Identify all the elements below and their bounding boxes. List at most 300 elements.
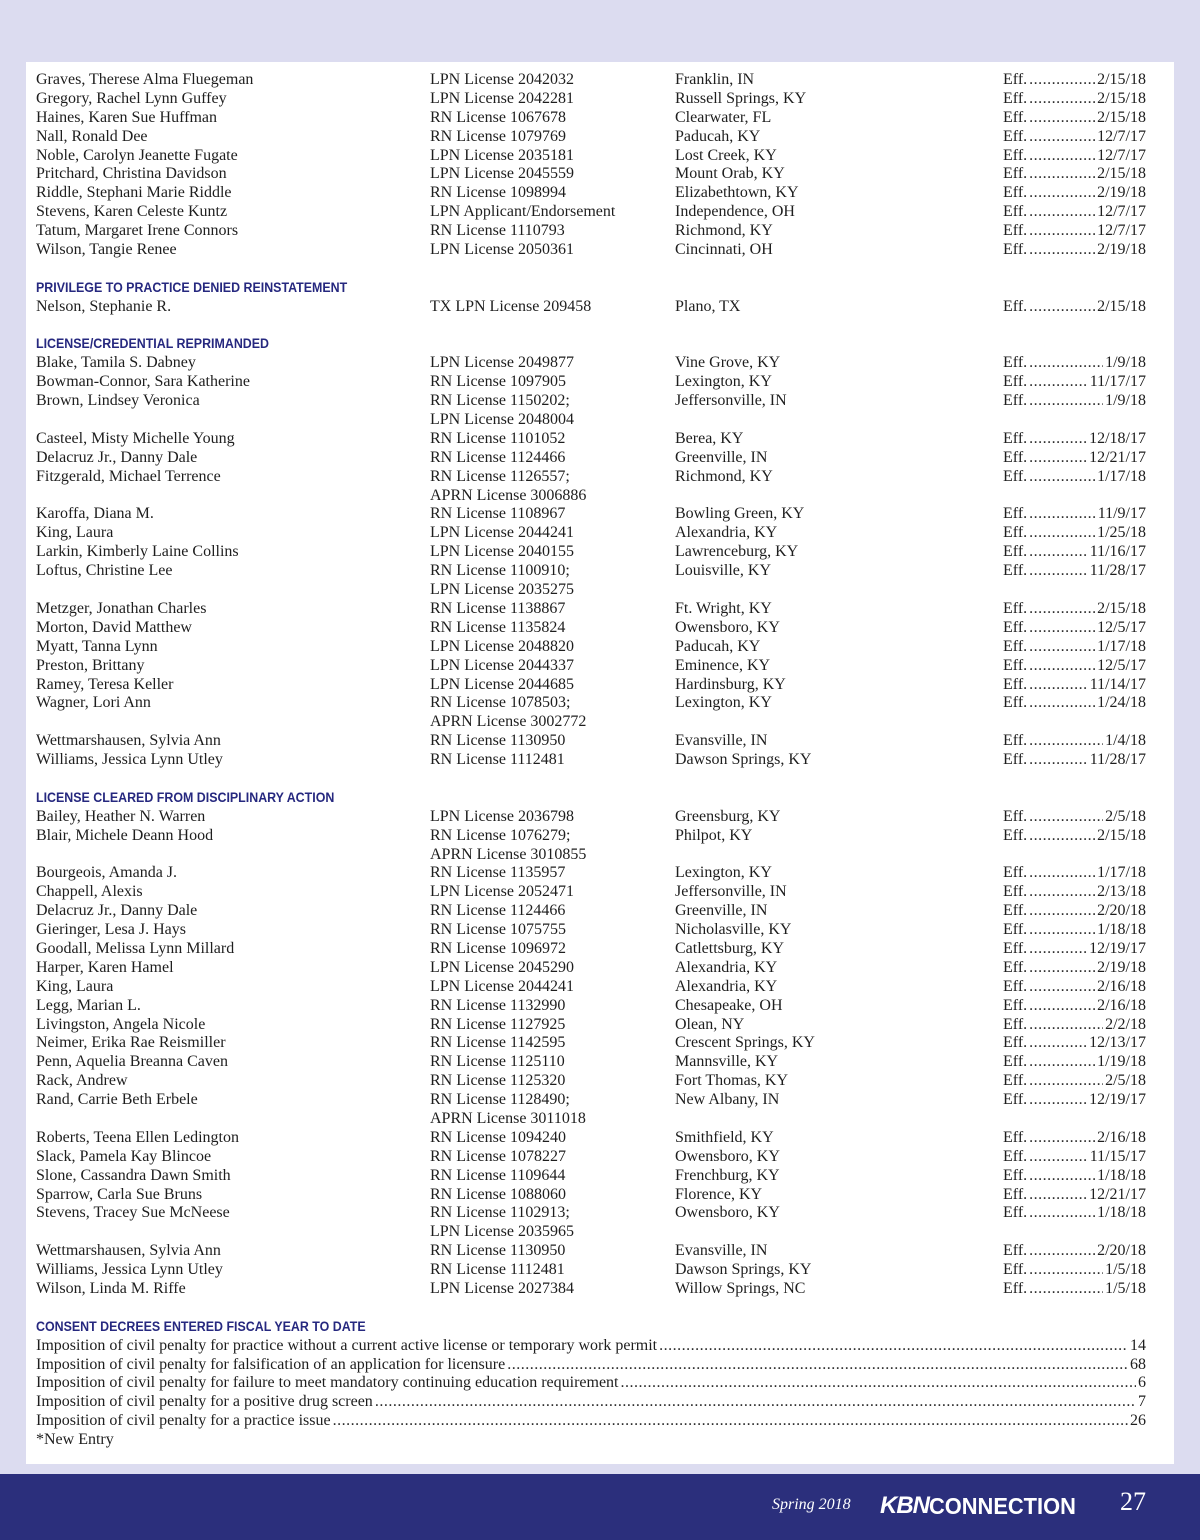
effective-date-cell <box>1003 619 1146 638</box>
eff-label: Eff. <box>1003 1015 1028 1033</box>
eff-label: Eff. <box>1003 939 1028 957</box>
license-number: LPN License 2035181 <box>430 146 574 164</box>
licensee-name: Fitzgerald, Michael Terrence <box>36 467 221 485</box>
effective-date-cell <box>1003 732 1146 751</box>
effective-date: 2/13/18 <box>1097 883 1146 901</box>
licensee-location: Clearwater, FL <box>675 108 772 126</box>
license-number: RN License 1096972 <box>430 939 566 957</box>
eff-label: Eff. <box>1003 826 1028 844</box>
table-row <box>36 638 1146 657</box>
effective-date-cell <box>1003 298 1146 317</box>
dot-leader <box>1029 921 1095 940</box>
dot-leader <box>1029 203 1095 222</box>
dot-leader <box>1029 657 1095 676</box>
dot-leader <box>1029 222 1095 241</box>
effective-date-cell <box>1003 203 1146 222</box>
eff-label: Eff. <box>1003 996 1028 1014</box>
eff-label: Eff. <box>1003 751 1028 769</box>
eff-label: Eff. <box>1003 108 1028 126</box>
licensee-location: Louisville, KY <box>675 562 771 580</box>
licensee-name: Morton, David Matthew <box>36 618 192 636</box>
table-row <box>36 657 1146 676</box>
effective-date-cell <box>1003 1261 1146 1280</box>
effective-date: 12/21/17 <box>1089 448 1146 466</box>
license-number: RN License 1094240 <box>430 1128 566 1146</box>
licensee-name: Legg, Marian L. <box>36 996 141 1014</box>
eff-label: Eff. <box>1003 599 1028 617</box>
dot-leader <box>1029 732 1103 751</box>
license-number: LPN License 2045290 <box>430 958 574 976</box>
effective-date: 1/5/18 <box>1105 1261 1146 1279</box>
table-row <box>36 1261 1146 1280</box>
table-row <box>36 543 1146 562</box>
effective-date: 1/17/18 <box>1097 637 1146 655</box>
eff-label: Eff. <box>1003 184 1028 202</box>
effective-date: 12/5/17 <box>1097 656 1146 674</box>
eff-label: Eff. <box>1003 429 1028 447</box>
licensee-name: Wilson, Tangie Renee <box>36 241 177 259</box>
licensee-location: Nicholasville, KY <box>675 921 792 939</box>
license-number: RN License 1130950 <box>430 732 566 750</box>
licensee-name: Wagner, Lori Ann <box>36 694 151 712</box>
eff-label: Eff. <box>1003 127 1028 145</box>
effective-date-cell <box>1003 1072 1146 1091</box>
eff-label: Eff. <box>1003 807 1028 825</box>
license-number: RN License 1130950 <box>430 1242 566 1260</box>
licensee-name: Williams, Jessica Lynn Utley <box>36 1261 223 1279</box>
eff-label: Eff. <box>1003 1185 1028 1203</box>
eff-label: Eff. <box>1003 89 1028 107</box>
license-number: RN License 1109644 <box>430 1166 566 1184</box>
licensee-name: Nelson, Stephanie R. <box>36 297 172 315</box>
consent-count: 6 <box>1138 1374 1146 1392</box>
effective-date: 11/28/17 <box>1089 751 1146 769</box>
table-row <box>36 600 1146 619</box>
eff-label: Eff. <box>1003 1034 1028 1052</box>
consent-description: Imposition of civil penalty for a practice issue <box>36 1412 331 1430</box>
effective-date: 1/17/18 <box>1097 864 1146 882</box>
table-row <box>36 505 1146 524</box>
eff-label: Eff. <box>1003 543 1028 561</box>
table-row <box>36 1167 1146 1186</box>
logo-kbn: KBN <box>880 1492 929 1519</box>
license-number: RN License 1112481 <box>430 1261 565 1279</box>
table-row <box>36 902 1146 921</box>
effective-date-cell <box>1003 921 1146 940</box>
licensee-location: Richmond, KY <box>675 222 773 240</box>
table-row <box>36 864 1146 883</box>
licensee-name: Bailey, Heather N. Warren <box>36 807 206 825</box>
effective-date-cell <box>1003 468 1146 487</box>
table-row <box>36 676 1146 695</box>
dot-leader <box>1029 808 1103 827</box>
license-number: RN License 1067678 <box>430 108 566 126</box>
licensee-location: Lexington, KY <box>675 864 772 882</box>
effective-date: 2/5/18 <box>1105 1072 1146 1090</box>
table-row <box>36 921 1146 940</box>
licensee-location: Vine Grove, KY <box>675 354 781 372</box>
dot-leader <box>1029 298 1095 317</box>
licensee-name: Wettmarshausen, Sylvia Ann <box>36 1242 221 1260</box>
effective-date: 2/16/18 <box>1097 996 1146 1014</box>
licensee-name: Gieringer, Lesa J. Hays <box>36 921 186 939</box>
effective-date: 2/15/18 <box>1097 297 1146 315</box>
eff-label: Eff. <box>1003 618 1028 636</box>
effective-date: 11/16/17 <box>1089 543 1146 561</box>
dot-leader <box>1029 1034 1087 1053</box>
effective-date: 12/7/17 <box>1097 127 1146 145</box>
licensee-location: Paducah, KY <box>675 637 761 655</box>
table-row <box>36 128 1146 147</box>
effective-date: 12/13/17 <box>1089 1034 1146 1052</box>
licensee-location: Greensburg, KY <box>675 807 781 825</box>
licensee-name: Stevens, Tracey Sue McNeese <box>36 1204 230 1222</box>
effective-date: 2/15/18 <box>1097 826 1146 844</box>
effective-date: 11/14/17 <box>1089 675 1146 693</box>
license-number: RN License 1135957 <box>430 864 566 882</box>
licensee-name: Slone, Cassandra Dawn Smith <box>36 1166 231 1184</box>
licensee-location: Lexington, KY <box>675 373 772 391</box>
effective-date-cell <box>1003 1242 1146 1261</box>
consent-count: 7 <box>1138 1393 1146 1411</box>
license-number: RN License 1108967 <box>430 505 566 523</box>
dot-leader <box>1029 373 1088 392</box>
license-number: LPN Applicant/Endorsement <box>430 203 616 221</box>
table-row <box>36 468 1146 487</box>
consent-count: 68 <box>1130 1355 1146 1373</box>
effective-date-cell <box>1003 562 1146 581</box>
dot-leader <box>375 1393 1136 1412</box>
consent-count: 14 <box>1130 1336 1146 1354</box>
effective-date: 1/25/18 <box>1097 524 1146 542</box>
consent-decree-row <box>36 1374 1146 1393</box>
effective-date-cell <box>1003 676 1146 695</box>
dot-leader <box>1029 997 1095 1016</box>
table-row <box>36 1280 1146 1299</box>
table-row <box>36 978 1146 997</box>
eff-label: Eff. <box>1003 977 1028 995</box>
dot-leader <box>1029 676 1088 695</box>
license-number: RN License 1125110 <box>430 1053 565 1071</box>
licensee-location: Ft. Wright, KY <box>675 599 772 617</box>
licensee-location: Willow Springs, NC <box>675 1280 806 1297</box>
licensee-location: Cincinnati, OH <box>675 241 773 259</box>
effective-date: 1/5/18 <box>1105 1280 1146 1297</box>
table-row <box>36 1148 1146 1167</box>
table-row <box>36 562 1146 581</box>
eff-label: Eff. <box>1003 467 1028 485</box>
effective-date-cell <box>1003 1204 1146 1223</box>
dot-leader <box>1029 1053 1095 1072</box>
effective-date-cell <box>1003 694 1146 713</box>
licensee-location: Mount Orab, KY <box>675 165 785 183</box>
effective-date: 2/15/18 <box>1097 165 1146 183</box>
license-number: LPN License 2035965 <box>430 1223 574 1241</box>
license-number: RN License 1112481 <box>430 751 565 769</box>
eff-label: Eff. <box>1003 146 1028 164</box>
dot-leader <box>1029 1016 1103 1035</box>
table-row <box>36 1223 1146 1242</box>
effective-date: 1/18/18 <box>1097 921 1146 939</box>
licensee-location: Lexington, KY <box>675 694 772 712</box>
effective-date: 11/17/17 <box>1089 373 1146 391</box>
license-number: RN License 1079769 <box>430 127 566 145</box>
licensee-name: Delacruz Jr., Danny Dale <box>36 902 198 920</box>
eff-label: Eff. <box>1003 203 1028 221</box>
table-row <box>36 846 1146 865</box>
licensee-name: Williams, Jessica Lynn Utley <box>36 751 223 769</box>
effective-date: 2/5/18 <box>1105 807 1146 825</box>
license-number: RN License 1075755 <box>430 921 566 939</box>
license-number: RN License 1078227 <box>430 1147 566 1165</box>
license-number: LPN License 2027384 <box>430 1280 574 1297</box>
licensee-location: Paducah, KY <box>675 127 761 145</box>
licensee-location: Franklin, IN <box>675 71 755 88</box>
effective-date: 2/15/18 <box>1097 89 1146 107</box>
effective-date-cell <box>1003 959 1146 978</box>
effective-date-cell <box>1003 751 1146 770</box>
table-row <box>36 940 1146 959</box>
eff-label: Eff. <box>1003 694 1028 712</box>
effective-date-cell <box>1003 1186 1146 1205</box>
dot-leader <box>1029 109 1095 128</box>
dot-leader <box>1029 827 1095 846</box>
licensee-location: Olean, NY <box>675 1015 745 1033</box>
licensee-location: Owensboro, KY <box>675 1204 780 1222</box>
eff-label: Eff. <box>1003 1072 1028 1090</box>
effective-date-cell <box>1003 827 1146 846</box>
licensee-name: Penn, Aquelia Breanna Caven <box>36 1053 228 1071</box>
effective-date-cell <box>1003 241 1146 260</box>
dot-leader <box>621 1374 1137 1393</box>
effective-date-cell <box>1003 1053 1146 1072</box>
licensee-name: Delacruz Jr., Danny Dale <box>36 448 198 466</box>
effective-date-cell <box>1003 222 1146 241</box>
licensee-location: Bowling Green, KY <box>675 505 805 523</box>
dot-leader <box>1029 940 1087 959</box>
table-row <box>36 751 1146 770</box>
effective-date-cell <box>1003 184 1146 203</box>
dot-leader <box>1029 241 1095 260</box>
dot-leader <box>1029 638 1095 657</box>
license-number: LPN License 2048820 <box>430 637 574 655</box>
eff-label: Eff. <box>1003 392 1028 410</box>
licensee-name: Metzger, Jonathan Charles <box>36 599 207 617</box>
license-number: RN License 1088060 <box>430 1185 566 1203</box>
dot-leader <box>1029 1280 1103 1299</box>
effective-date: 1/18/18 <box>1097 1166 1146 1184</box>
license-number: APRN License 3006886 <box>430 486 587 504</box>
licensee-name: Nall, Ronald Dee <box>36 127 148 145</box>
eff-label: Eff. <box>1003 1280 1028 1297</box>
dot-leader <box>1029 902 1095 921</box>
effective-date: 1/17/18 <box>1097 467 1146 485</box>
license-number: RN License 1100910; <box>430 562 570 580</box>
table-row <box>36 1186 1146 1205</box>
licensee-name: Neimer, Erika Rae Reismiller <box>36 1034 226 1052</box>
licensee-location: Lost Creek, KY <box>675 146 777 164</box>
table-row <box>36 959 1146 978</box>
effective-date-cell <box>1003 978 1146 997</box>
effective-date: 2/15/18 <box>1097 599 1146 617</box>
license-number: LPN License 2052471 <box>430 883 574 901</box>
licensee-location: Lawrenceburg, KY <box>675 543 799 561</box>
dot-leader <box>1029 694 1095 713</box>
eff-label: Eff. <box>1003 902 1028 920</box>
licensee-location: Owensboro, KY <box>675 1147 780 1165</box>
effective-date-cell <box>1003 1016 1146 1035</box>
licensee-name: Preston, Brittany <box>36 656 145 674</box>
effective-date: 12/7/17 <box>1097 222 1146 240</box>
effective-date-cell <box>1003 1167 1146 1186</box>
consent-count: 26 <box>1130 1412 1146 1430</box>
licensee-location: Alexandria, KY <box>675 958 778 976</box>
table-row <box>36 732 1146 751</box>
eff-label: Eff. <box>1003 1053 1028 1071</box>
dot-leader <box>1029 751 1088 770</box>
effective-date: 1/9/18 <box>1105 354 1146 372</box>
license-number: RN License 1128490; <box>430 1091 570 1109</box>
license-number: LPN License 2049877 <box>430 354 574 372</box>
licensee-location: Russell Springs, KY <box>675 89 807 107</box>
license-number: APRN License 3002772 <box>430 713 587 731</box>
dot-leader <box>659 1337 1128 1356</box>
eff-label: Eff. <box>1003 864 1028 882</box>
effective-date: 2/19/18 <box>1097 184 1146 202</box>
license-number: LPN License 2044241 <box>430 977 574 995</box>
table-row <box>36 1110 1146 1129</box>
eff-label: Eff. <box>1003 1166 1028 1184</box>
effective-date-cell <box>1003 449 1146 468</box>
effective-date: 1/24/18 <box>1097 694 1146 712</box>
eff-label: Eff. <box>1003 675 1028 693</box>
table-row <box>36 298 1146 317</box>
dot-leader <box>333 1412 1128 1431</box>
effective-date-cell <box>1003 997 1146 1016</box>
licensee-location: Independence, OH <box>675 203 795 221</box>
effective-date: 2/20/18 <box>1097 902 1146 920</box>
license-number: LPN License 2048004 <box>430 411 574 429</box>
licensee-name: Karoffa, Diana M. <box>36 505 154 523</box>
table-row <box>36 997 1146 1016</box>
licensee-name: Rand, Carrie Beth Erbele <box>36 1091 198 1109</box>
table-row <box>36 411 1146 430</box>
dot-leader <box>1029 505 1096 524</box>
eff-label: Eff. <box>1003 241 1028 259</box>
licensee-location: Elizabethtown, KY <box>675 184 799 202</box>
licensee-name: Gregory, Rachel Lynn Guffey <box>36 89 227 107</box>
eff-label: Eff. <box>1003 71 1028 88</box>
table-row <box>36 222 1146 241</box>
licensee-location: Berea, KY <box>675 429 744 447</box>
page-number: 27 <box>1120 1487 1146 1516</box>
dot-leader <box>1029 1129 1095 1148</box>
eff-label: Eff. <box>1003 1091 1028 1109</box>
effective-date: 12/19/17 <box>1089 939 1146 957</box>
table-row <box>36 373 1146 392</box>
licensee-location: Hardinsburg, KY <box>675 675 786 693</box>
dot-leader <box>1029 1186 1087 1205</box>
license-number: RN License 1076279; <box>430 826 571 844</box>
consent-description: Imposition of civil penalty for practice without a current active license or temporary work permit <box>36 1336 658 1354</box>
effective-date: 11/28/17 <box>1089 562 1146 580</box>
logo-connection: CONNECTION <box>929 1492 1076 1519</box>
eff-label: Eff. <box>1003 1147 1028 1165</box>
license-number: LPN License 2035275 <box>430 581 574 599</box>
license-number: TX LPN License 209458 <box>430 297 592 315</box>
license-number: LPN License 2044685 <box>430 675 574 693</box>
dot-leader <box>1029 1072 1103 1091</box>
effective-date-cell <box>1003 1091 1146 1110</box>
table-row <box>36 1016 1146 1035</box>
license-number: RN License 1132990 <box>430 996 566 1014</box>
licensee-name: Chappell, Alexis <box>36 883 143 901</box>
table-row <box>36 1242 1146 1261</box>
license-number: RN License 1124466 <box>430 902 566 920</box>
effective-date: 12/5/17 <box>1097 618 1146 636</box>
dot-leader <box>1029 354 1103 373</box>
license-number: RN License 1142595 <box>430 1034 566 1052</box>
dot-leader <box>1029 449 1087 468</box>
licensee-name: Roberts, Teena Ellen Ledington <box>36 1128 239 1146</box>
effective-date-cell <box>1003 128 1146 147</box>
effective-date: 11/15/17 <box>1089 1147 1146 1165</box>
eff-label: Eff. <box>1003 297 1028 315</box>
effective-date-cell <box>1003 808 1146 827</box>
dot-leader <box>1029 864 1095 883</box>
dot-leader <box>1029 90 1095 109</box>
effective-date: 1/19/18 <box>1097 1053 1146 1071</box>
table-row <box>36 184 1146 203</box>
license-number: LPN License 2036798 <box>430 807 574 825</box>
section-heading: LICENSE/CREDENTIAL REPRIMANDED <box>36 336 270 352</box>
license-number: LPN License 2044241 <box>430 524 574 542</box>
eff-label: Eff. <box>1003 883 1028 901</box>
table-row <box>36 449 1146 468</box>
eff-label: Eff. <box>1003 1242 1028 1260</box>
dot-leader <box>1029 184 1095 203</box>
table-row <box>36 354 1146 373</box>
license-number: RN License 1135824 <box>430 618 566 636</box>
dot-leader <box>1029 128 1095 147</box>
eff-label: Eff. <box>1003 354 1028 372</box>
licensee-location: New Albany, IN <box>675 1091 780 1109</box>
consent-decree-row <box>36 1356 1146 1375</box>
licensee-location: Alexandria, KY <box>675 977 778 995</box>
effective-date-cell <box>1003 1280 1146 1299</box>
license-number: RN License 1138867 <box>430 599 566 617</box>
eff-label: Eff. <box>1003 562 1028 580</box>
effective-date: 2/19/18 <box>1097 241 1146 259</box>
license-number: RN License 1110793 <box>430 222 565 240</box>
licensee-name: Myatt, Tanna Lynn <box>36 637 158 655</box>
dot-leader <box>1029 1091 1087 1110</box>
dot-leader <box>1029 619 1095 638</box>
effective-date: 2/16/18 <box>1097 1128 1146 1146</box>
table-row <box>36 1034 1146 1053</box>
licensee-name: Livingston, Angela Nicole <box>36 1015 206 1033</box>
issue-season: Spring 2018 <box>772 1496 851 1513</box>
dot-leader <box>1029 543 1088 562</box>
dot-leader <box>1029 71 1095 90</box>
licensee-name: Brown, Lindsey Veronica <box>36 392 200 410</box>
license-number: RN License 1150202; <box>430 392 570 410</box>
effective-date: 2/20/18 <box>1097 1242 1146 1260</box>
effective-date-cell <box>1003 430 1146 449</box>
dot-leader <box>507 1356 1128 1375</box>
table-row <box>36 1053 1146 1072</box>
table-row <box>36 430 1146 449</box>
